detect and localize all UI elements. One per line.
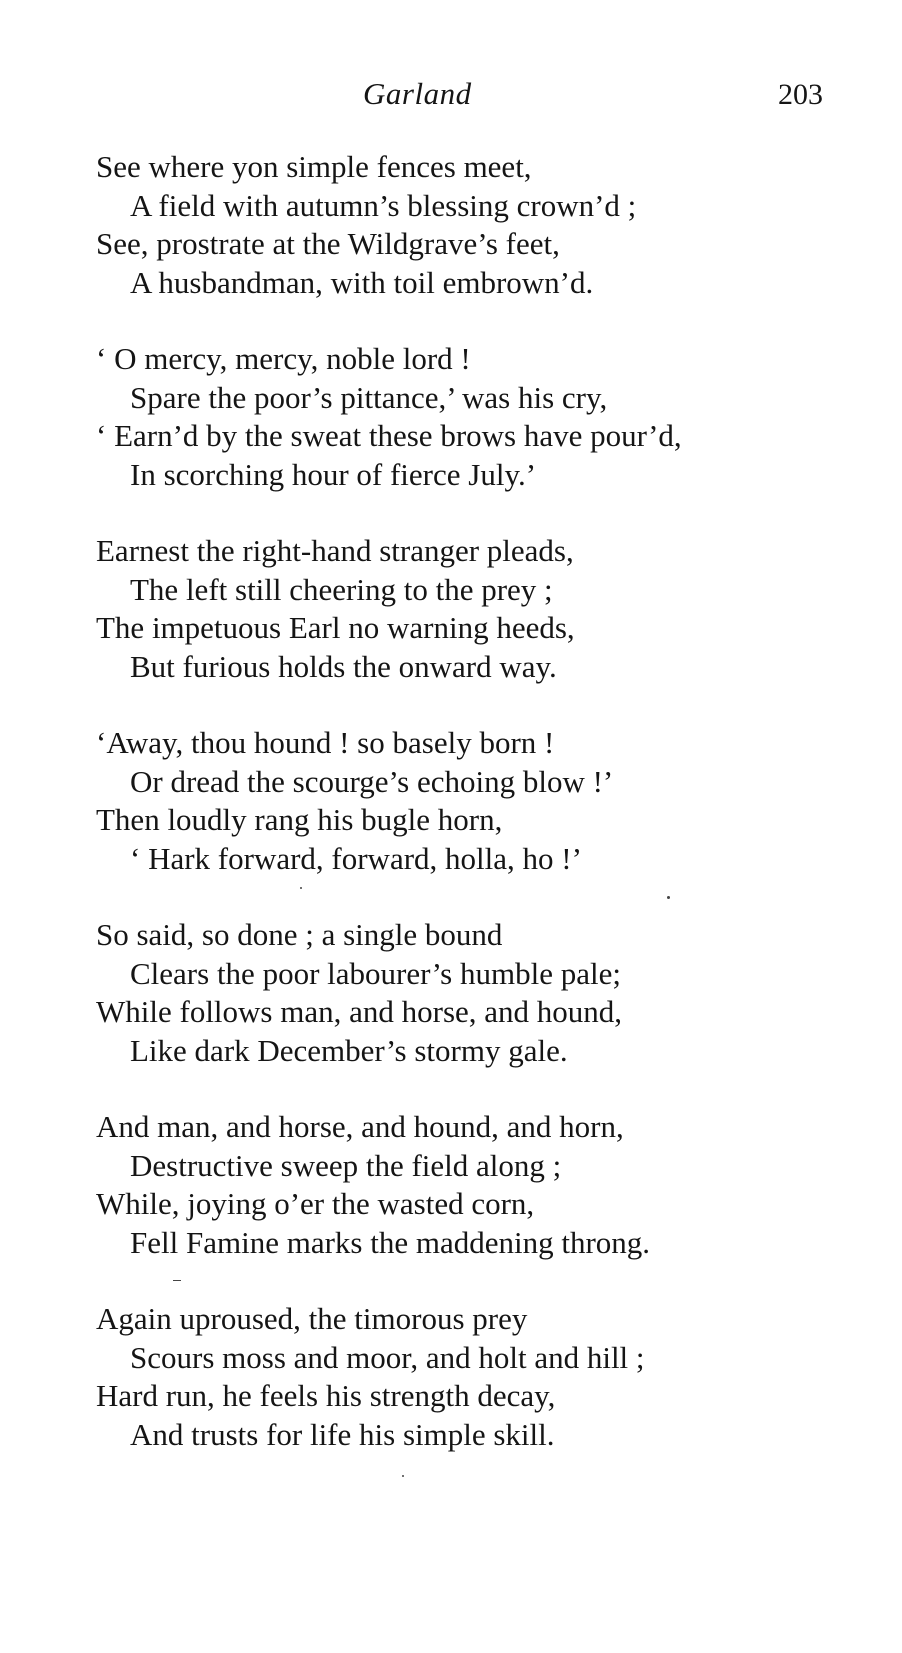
stanza [96, 532, 886, 686]
poem-line: And trusts for life his simple skill. [130, 1416, 555, 1452]
page-number: 203 [778, 78, 823, 111]
poem-line: But furious holds the onward way. [130, 648, 557, 684]
poem-line: See where yon simple fences meet, [96, 149, 532, 184]
poem-line: ‘Away, thou hound ! so basely born ! [96, 725, 555, 760]
scan-speck [300, 887, 302, 889]
poem-line: ‘ Earn’d by the sweat these brows have pour’d, [96, 418, 682, 453]
running-title: Garland [363, 76, 472, 111]
poem-line: Like dark December’s stormy gale. [130, 1032, 568, 1068]
poem-line: The impetuous Earl no warning heeds, [96, 610, 575, 645]
poem-line: A husbandman, with toil embrown’d. [130, 264, 594, 300]
stanza [96, 1108, 886, 1262]
poem-line: The left still cheering to the prey ; [130, 571, 553, 607]
poem-line: While, joying o’er the wasted corn, [96, 1186, 535, 1221]
poem-line: Scours moss and moor, and holt and hill ; [130, 1339, 645, 1375]
poem-line: While follows man, and horse, and hound, [96, 994, 623, 1029]
poem-line: Destructive sweep the field along ; [130, 1147, 562, 1183]
poem-line: See, prostrate at the Wildgrave’s feet, [96, 226, 560, 261]
poem-line: In scorching hour of fierce July.’ [130, 456, 537, 492]
poem-line: Fell Famine marks the maddening throng. [130, 1224, 651, 1260]
poem-line: And man, and horse, and hound, and horn, [96, 1109, 624, 1144]
poem-line: Then loudly rang his bugle horn, [96, 802, 503, 837]
scan-speck [402, 1475, 404, 1477]
poem-line: A field with autumn’s blessing crown’d ; [130, 187, 637, 223]
poem-line: ‘ Hark forward, forward, holla, ho !’ [130, 840, 582, 876]
poem-line: Again uproused, the timorous prey [96, 1301, 528, 1336]
stanza [96, 916, 886, 1070]
poem-line: Or dread the scourge’s echoing blow !’ [130, 763, 614, 799]
stanza [96, 724, 886, 878]
poem-line: ‘ O mercy, mercy, noble lord ! [96, 341, 471, 376]
running-head [0, 76, 902, 126]
scan-speck [667, 896, 670, 899]
poem-body [96, 148, 886, 1492]
scan-speck [173, 1280, 181, 1281]
poem-line: Clears the poor labourer’s humble pale; [130, 955, 621, 991]
stanza [96, 1300, 886, 1454]
poem-line: Hard run, he feels his strength decay, [96, 1378, 556, 1413]
poem-line: So said, so done ; a single bound [96, 917, 503, 952]
stanza [96, 340, 886, 494]
poem-line: Earnest the right-hand stranger pleads, [96, 533, 574, 568]
stanza [96, 148, 886, 302]
poem-line: Spare the poor’s pittance,’ was his cry, [130, 379, 608, 415]
